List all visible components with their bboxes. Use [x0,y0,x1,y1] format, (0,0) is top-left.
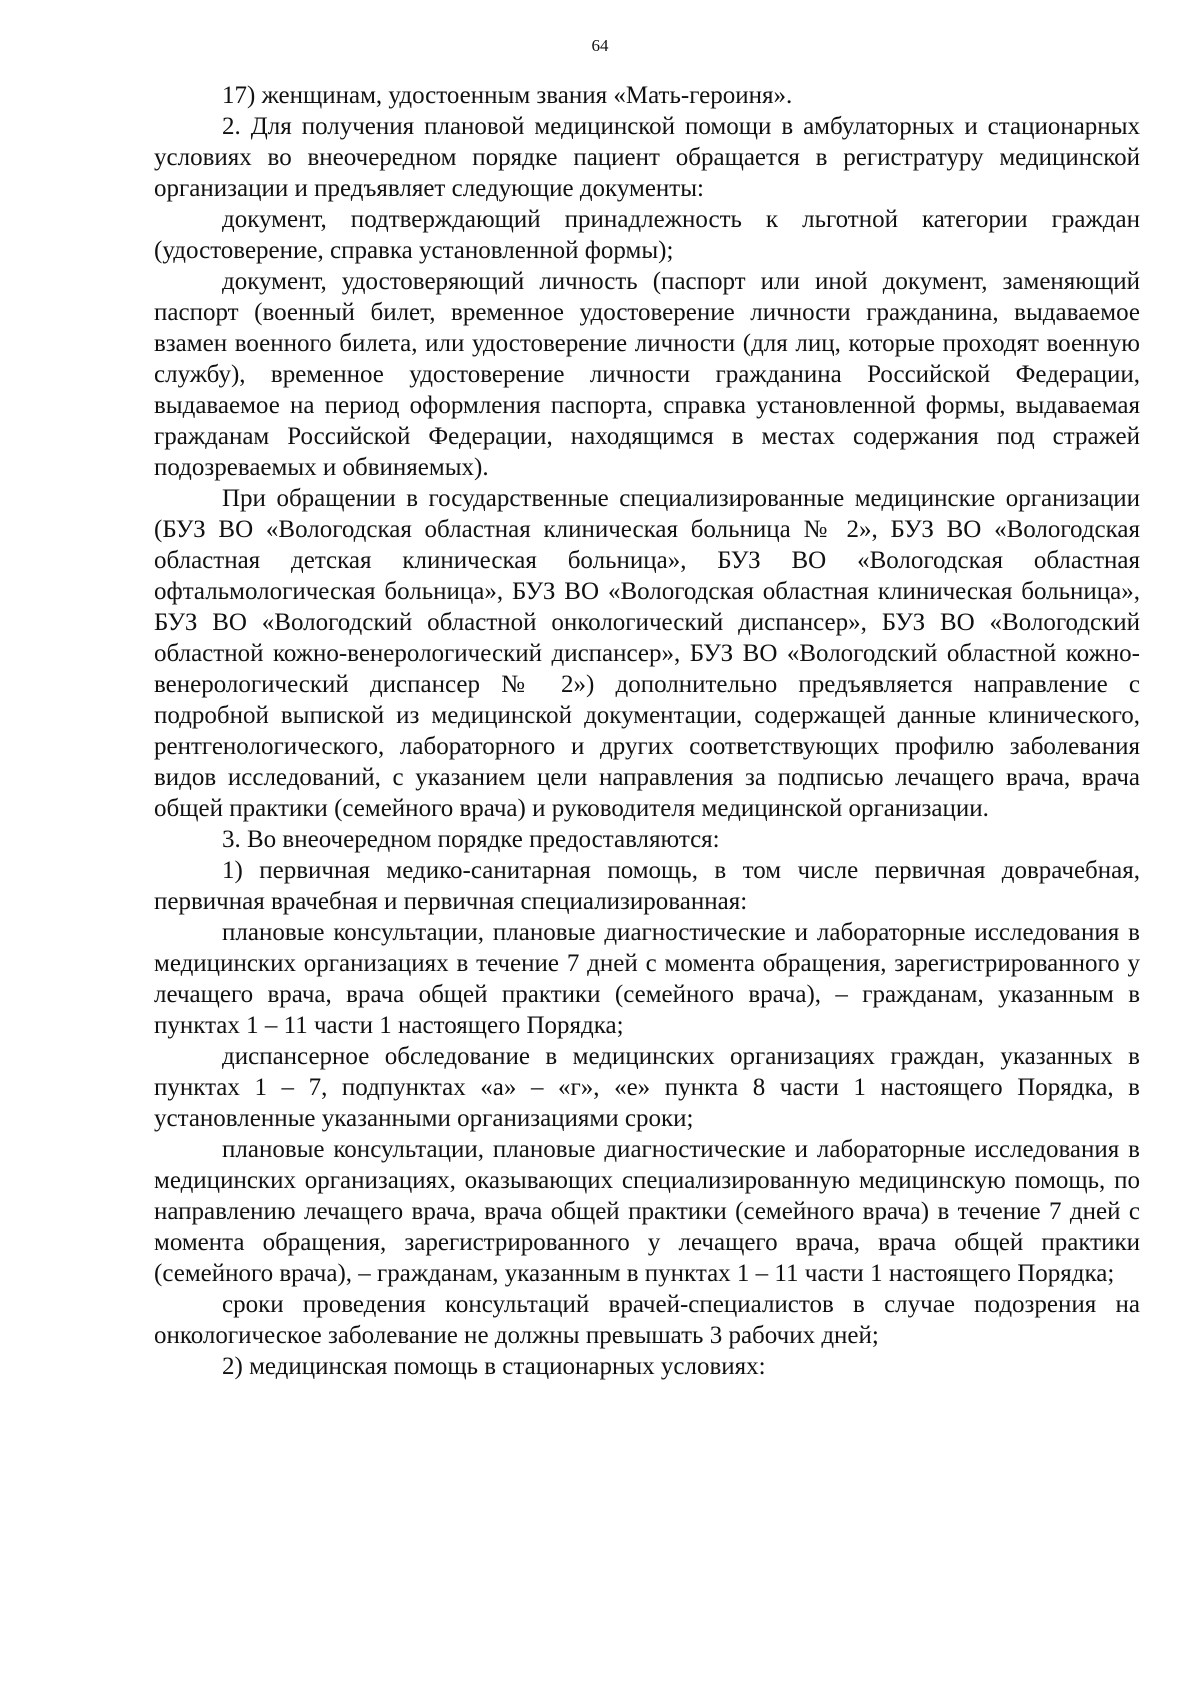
page-number: 64 [591,36,609,55]
document-body [154,80,1140,1382]
paragraph-inpatient-care: 2) медицинская помощь в стационарных условиях: [222,1353,766,1380]
paragraph-specialized-organizations: При обращении в государственные специализированные медицинские организации (БУЗ ВО «Вологодская областная клиническая больница № 2», БУЗ ВО «Вологодская областная детская клиническая больница», БУЗ ВО «Вологодская областная офтальмологическая больница», БУЗ ВО «Вологодская областная клиническая больница», БУЗ ВО «Вологодский областной онкологический диспансер», БУЗ ВО «Вологодский областной кожно-венерологический диспансер», БУЗ ВО «Вологодский областной кожно-венерологический диспансер № 2») дополнительно предъявляется направление с подробной выпиской из медицинской документации, содержащей данные клинического, рентгенологического, лабораторного и других соответствующих профилю заболевания видов исследований, с указанием цели направления за подписью лечащего врача, врача общей практики (семейного врача) и руководителя медицинской организации. [154,485,1140,822]
paragraph-identity-document: документ, удостоверяющий личность (паспорт или иной документ, заменяющий паспорт (военный билет, временное удостоверение личности гражданина, выдаваемое взамен военного билета, или удостоверение личности (для лиц, которые проходят военную службу), временное удостоверение личности гражданина Российской Федерации, выдаваемое на период оформления паспорта, справка установленной формы, выдаваемая гражданам Российской Федерации, находящимся в местах содержания под стражей подозреваемых и обвиняемых). [154,268,1140,481]
paragraph-item-17: 17) женщинам, удостоенным звания «Мать-героиня». [222,82,793,109]
paragraph-planned-consultations: плановые консультации, плановые диагностические и лабораторные исследования в медицинских организациях в течение 7 дней с момента обращения, зарегистрированного у лечащего врача, врача общей практики (семейного врача), – гражданам, указанным в пунктах 1 – 11 части 1 настоящего Порядка; [154,919,1140,1039]
paragraph-primary-care: 1) первичная медико-санитарная помощь, в том числе первичная доврачебная, первичная врачебная и первичная специализированная: [154,857,1140,915]
paragraph-dispensary-examination: диспансерное обследование в медицинских организациях граждан, указанных в пунктах 1 – 7, подпунктах «а» – «г», «е» пункта 8 части 1 настоящего Порядка, в установленные указанными организациями сроки; [154,1043,1140,1132]
paragraph-benefit-document: документ, подтверждающий принадлежность к льготной категории граждан (удостоверение, справка установленной формы); [154,206,1140,264]
paragraph-section-2: 2. Для получения плановой медицинской помощи в амбулаторных и стационарных условиях во внеочередном порядке пациент обращается в регистратуру медицинской организации и предъявляет следующие документы: [154,113,1140,202]
paragraph-oncology-terms: сроки проведения консультаций врачей-специалистов в случае подозрения на онкологическое заболевание не должны превышать 3 рабочих дней; [154,1291,1140,1349]
paragraph-specialized-consultations: плановые консультации, плановые диагностические и лабораторные исследования в медицинских организациях, оказывающих специализированную медицинскую помощь, по направлению лечащего врача, врача общей практики (семейного врача) в течение 7 дней с момента обращения, зарегистрированного у лечащего врача, врача общей практики (семейного врача), – гражданам, указанным в пунктах 1 – 11 части 1 настоящего Порядка; [154,1136,1140,1287]
paragraph-section-3: 3. Во внеочередном порядке предоставляются: [222,826,720,853]
